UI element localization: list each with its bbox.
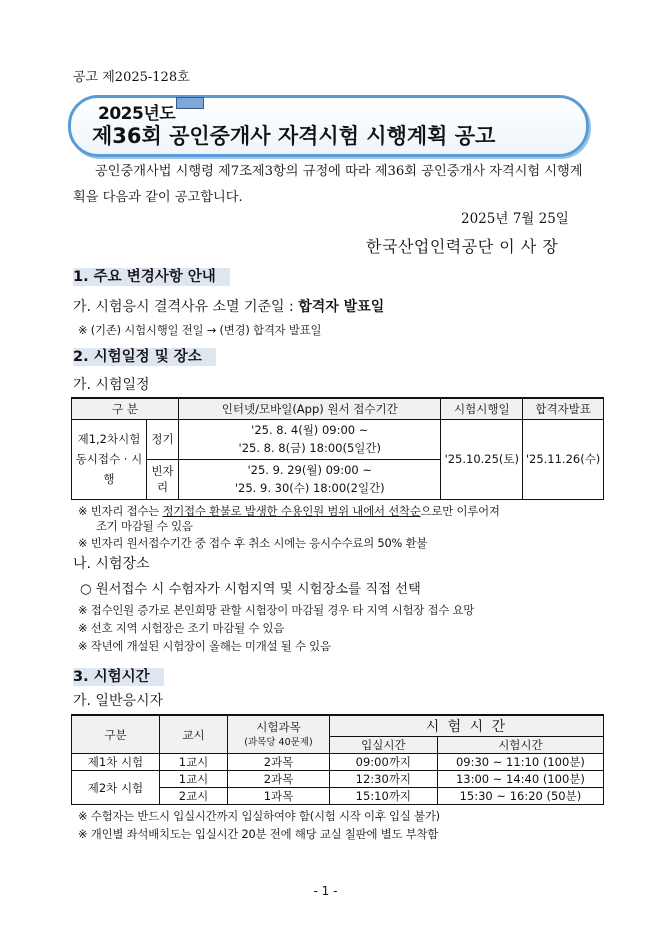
schedule-table: [71, 397, 604, 500]
schedule-vacancy-period: '25. 9. 29(월) 09:00 ~ '25. 9. 30(수) 18:00(2일간): [179, 459, 441, 499]
time-period: 1교시: [159, 771, 227, 788]
exam-time-table: [71, 714, 604, 805]
notice-date: 2025년 7월 25일: [461, 211, 569, 227]
schedule-vacancy-label: 빈자리: [146, 459, 178, 499]
table-row: [72, 771, 604, 788]
schedule-regular-label: 정기: [146, 419, 178, 459]
place-note-1: ※ 접수인원 증가로 본인희망 관할 시험장이 마감될 경우 타 지역 시험장 접수 요망: [78, 603, 475, 617]
schedule-exam-date: '25.10.25(토): [441, 419, 523, 499]
schedule-header-division: 구 분: [72, 398, 179, 419]
section2-sub-a: 가. 시험일정: [73, 377, 150, 393]
schedule-note-1: ※ 빈자리 접수는 정기접수 환불로 발생한 수용인원 범위 내에서 선착순으로만 이루어져: [78, 504, 500, 518]
time-note-1: ※ 수험자는 반드시 입실시간까지 입실하여야 함(시험 시작 이후 입실 불가): [78, 809, 440, 823]
section1-item-a: 가. 시험응시 결격사유 소멸 기준일 : 합격자 발표일: [73, 299, 385, 315]
page-number: - 1 -: [313, 884, 338, 898]
banner-year: 2025년도: [98, 104, 176, 124]
time-exam: 15:30 ~ 16:20 (50분): [437, 788, 603, 805]
time-header-period: 교시: [159, 715, 227, 754]
time-division-1: 제1차 시험: [72, 754, 160, 771]
time-exam: 09:30 ~ 11:10 (100분): [437, 754, 603, 771]
time-subject: 2과목: [228, 771, 330, 788]
schedule-regular-period: '25. 8. 4(월) 09:00 ~ '25. 8. 8(금) 18:00(5일간): [179, 419, 441, 459]
schedule-note-1-cont: 조기 마감될 수 있음: [96, 519, 193, 533]
time-header-time: 시 험 시 간: [329, 715, 603, 737]
time-header-entry: 입실시간: [329, 737, 437, 754]
schedule-group: 제1,2차시험 동시접수 · 시행: [72, 419, 147, 499]
time-header-subject: 시험과목 (과목당 40문제): [228, 715, 330, 754]
notice-number: 공고 제2025-128호: [73, 70, 190, 85]
section2-heading: 2. 시험일정 및 장소: [73, 345, 216, 366]
time-entry: 15:10까지: [329, 788, 437, 805]
time-period: 1교시: [159, 754, 227, 771]
section1-note: ※ (기존) 시험시행일 전일 → (변경) 합격자 발표일: [78, 323, 322, 337]
time-division-2: 제2차 시험: [72, 771, 160, 805]
time-subject: 2과목: [228, 754, 330, 771]
time-subject: 1과목: [228, 788, 330, 805]
section3-heading: 3. 시험시간: [73, 665, 164, 686]
time-entry: 12:30까지: [329, 771, 437, 788]
banner-marker: [176, 97, 204, 109]
signer: 한국산업인력공단 이 사 장: [366, 237, 559, 256]
time-header-exam: 시험시간: [437, 737, 603, 754]
intro-paragraph: 공인중개사법 시행령 제7조제3항의 규정에 따라 제36회 공인중개사 자격시험 시행계획을 다음과 같이 공고합니다.: [73, 164, 583, 205]
time-entry: 09:00까지: [329, 754, 437, 771]
schedule-header-result: 합격자발표: [523, 398, 604, 419]
place-main: ○ 원서접수 시 수험자가 시험지역 및 시험장소를 직접 선택: [80, 582, 421, 597]
section1-heading: 1. 주요 변경사항 안내: [73, 265, 230, 286]
schedule-header-exam-date: 시험시행일: [441, 398, 523, 419]
time-note-2: ※ 개인별 좌석배치도는 입실시간 20분 전에 해당 교실 칠판에 별도 부착함: [78, 827, 439, 841]
time-period: 2교시: [159, 788, 227, 805]
place-note-2: ※ 선호 지역 시험장은 조기 마감될 수 있음: [78, 621, 285, 635]
page-title: 제36회 공인중개사 자격시험 시행계획 공고: [92, 124, 496, 148]
section2-sub-b: 나. 시험장소: [73, 556, 150, 572]
section3-sub-a: 가. 일반응시자: [73, 693, 164, 709]
schedule-result-date: '25.11.26(수): [523, 419, 604, 499]
time-exam: 13:00 ~ 14:40 (100분): [437, 771, 603, 788]
place-note-3: ※ 작년에 개설된 시험장이 올해는 미개설 될 수 있음: [78, 639, 331, 653]
schedule-header-period: 인터넷/모바일(App) 원서 접수기간: [179, 398, 441, 419]
time-header-division: 구분: [72, 715, 160, 754]
schedule-note-2: ※ 빈자리 원서접수기간 중 접수 후 취소 시에는 응시수수료의 50% 환불: [78, 536, 428, 550]
table-row: [72, 754, 604, 771]
